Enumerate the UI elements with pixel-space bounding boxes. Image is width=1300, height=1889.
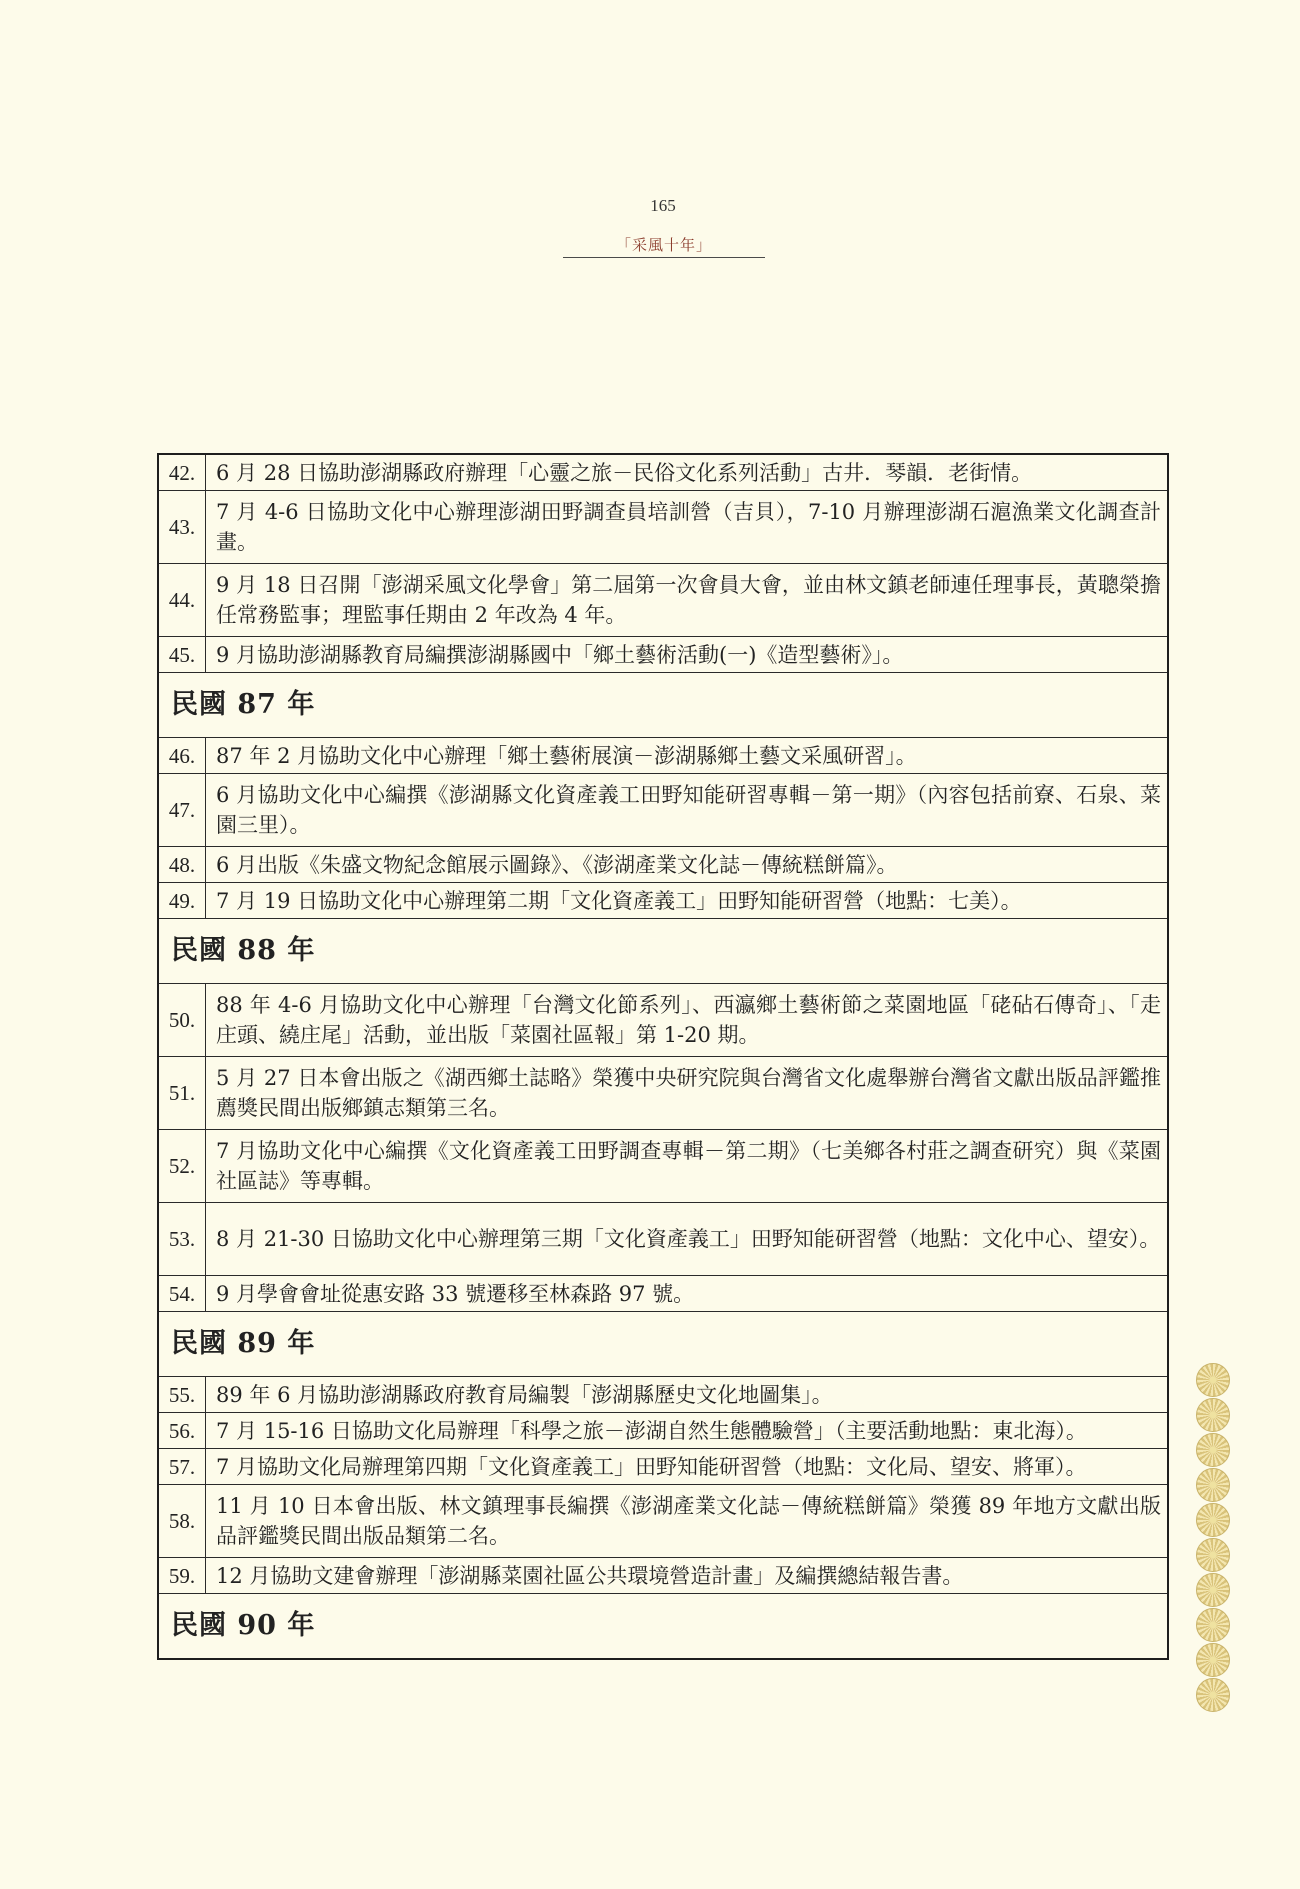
table-row [158,883,1168,919]
table-row [158,564,1168,637]
entry-text: 7 月協助文化中心編撰《文化資產義工田野調查專輯－第二期》（七美鄉各村莊之調查研究）與《菜園社區誌》等專輯。 [206,1130,1169,1203]
year-heading: 民國 89 年 [158,1312,1168,1377]
entry-number: 45. [158,637,206,673]
entry-number: 59. [158,1558,206,1594]
entry-text: 11 月 10 日本會出版、林文鎮理事長編撰《澎湖產業文化誌－傳統糕餅篇》榮獲 89 年地方文獻出版品評鑑獎民間出版品類第二名。 [206,1485,1169,1558]
entry-number: 48. [158,847,206,883]
table-row [158,637,1168,673]
year-heading-row [158,1312,1168,1377]
chrysanthemum-icon [1196,1433,1230,1467]
entry-number: 50. [158,984,206,1057]
entry-text: 7 月協助文化局辦理第四期「文化資產義工」田野知能研習營（地點：文化局、望安、將軍）。 [206,1449,1169,1485]
running-header: 「采風十年」 [563,234,765,258]
table-row [158,738,1168,774]
entry-text: 9 月協助澎湖縣教育局編撰澎湖縣國中「鄉土藝術活動(一)《造型藝術》」。 [206,637,1169,673]
entry-text: 87 年 2 月協助文化中心辦理「鄉土藝術展演－澎湖縣鄉土藝文采風研習」。 [206,738,1169,774]
entry-number: 53. [158,1203,206,1276]
flower-decoration-strip [1196,1363,1236,1713]
table-row [158,1130,1168,1203]
entry-number: 49. [158,883,206,919]
entry-number: 56. [158,1413,206,1449]
year-heading: 民國 87 年 [158,673,1168,738]
entry-number: 43. [158,491,206,564]
entry-number: 44. [158,564,206,637]
entry-text: 12 月協助文建會辦理「澎湖縣菜園社區公共環境營造計畫」及編撰總結報告書。 [206,1558,1169,1594]
entry-number: 57. [158,1449,206,1485]
entry-text: 9 月學會會址從惠安路 33 號遷移至林森路 97 號。 [206,1276,1169,1312]
chronology-table [157,453,1169,1660]
entry-text: 7 月 4-6 日協助文化中心辦理澎湖田野調查員培訓營（吉貝），7-10 月辦理澎湖石滬漁業文化調查計畫。 [206,491,1169,564]
page-number: 165 [650,196,676,215]
entry-text: 7 月 15-16 日協助文化局辦理「科學之旅－澎湖自然生態體驗營」（主要活動地點：東北海）。 [206,1413,1169,1449]
entry-number: 54. [158,1276,206,1312]
chrysanthemum-icon [1196,1608,1230,1642]
entry-number: 42. [158,454,206,491]
year-heading-row [158,1594,1168,1660]
table-row [158,774,1168,847]
chronology-table-body [158,454,1168,1659]
entry-text: 6 月 28 日協助澎湖縣政府辦理「心靈之旅－民俗文化系列活動」古井．琴韻．老街情。 [206,454,1169,491]
year-heading: 民國 90 年 [158,1594,1168,1660]
table-row [158,1377,1168,1413]
entry-number: 51. [158,1057,206,1130]
entry-text: 88 年 4-6 月協助文化中心辦理「台灣文化節系列」、西瀛鄉土藝術節之菜園地區「硓砧石傳奇」、「走庄頭、繞庄尾」活動，並出版「菜園社區報」第 1-20 期。 [206,984,1169,1057]
entry-text: 9 月 18 日召開「澎湖采風文化學會」第二屆第一次會員大會，並由林文鎮老師連任理事長，黃聰榮擔任常務監事；理監事任期由 2 年改為 4 年。 [206,564,1169,637]
chrysanthemum-icon [1196,1643,1230,1677]
table-row [158,1057,1168,1130]
chrysanthemum-icon [1196,1678,1230,1712]
table-row [158,1449,1168,1485]
entry-text: 89 年 6 月協助澎湖縣政府教育局編製「澎湖縣歷史文化地圖集」。 [206,1377,1169,1413]
table-row [158,1203,1168,1276]
entry-text: 6 月協助文化中心編撰《澎湖縣文化資產義工田野知能研習專輯－第一期》（內容包括前寮、石泉、菜園三里）。 [206,774,1169,847]
entry-number: 47. [158,774,206,847]
entry-number: 55. [158,1377,206,1413]
table-row [158,491,1168,564]
chrysanthemum-icon [1196,1538,1230,1572]
table-row [158,1558,1168,1594]
chrysanthemum-icon [1196,1503,1230,1537]
table-row [158,1276,1168,1312]
table-row [158,1485,1168,1558]
entry-text: 5 月 27 日本會出版之《湖西鄉土誌略》榮獲中央研究院與台灣省文化處舉辦台灣省文獻出版品評鑑推薦獎民間出版鄉鎮志類第三名。 [206,1057,1169,1130]
entry-text: 8 月 21-30 日協助文化中心辦理第三期「文化資產義工」田野知能研習營（地點：文化中心、望安）。 [206,1203,1169,1276]
table-row [158,1413,1168,1449]
chrysanthemum-icon [1196,1363,1230,1397]
entry-text: 7 月 19 日協助文化中心辦理第二期「文化資產義工」田野知能研習營（地點：七美）。 [206,883,1169,919]
chrysanthemum-icon [1196,1573,1230,1607]
entry-number: 58. [158,1485,206,1558]
year-heading: 民國 88 年 [158,919,1168,984]
entry-number: 46. [158,738,206,774]
table-row [158,454,1168,491]
table-row [158,984,1168,1057]
chrysanthemum-icon [1196,1398,1230,1432]
year-heading-row [158,673,1168,738]
entry-number: 52. [158,1130,206,1203]
year-heading-row [158,919,1168,984]
table-row [158,847,1168,883]
chrysanthemum-icon [1196,1468,1230,1502]
entry-text: 6 月出版《朱盛文物紀念館展示圖錄》、《澎湖產業文化誌－傳統糕餅篇》。 [206,847,1169,883]
